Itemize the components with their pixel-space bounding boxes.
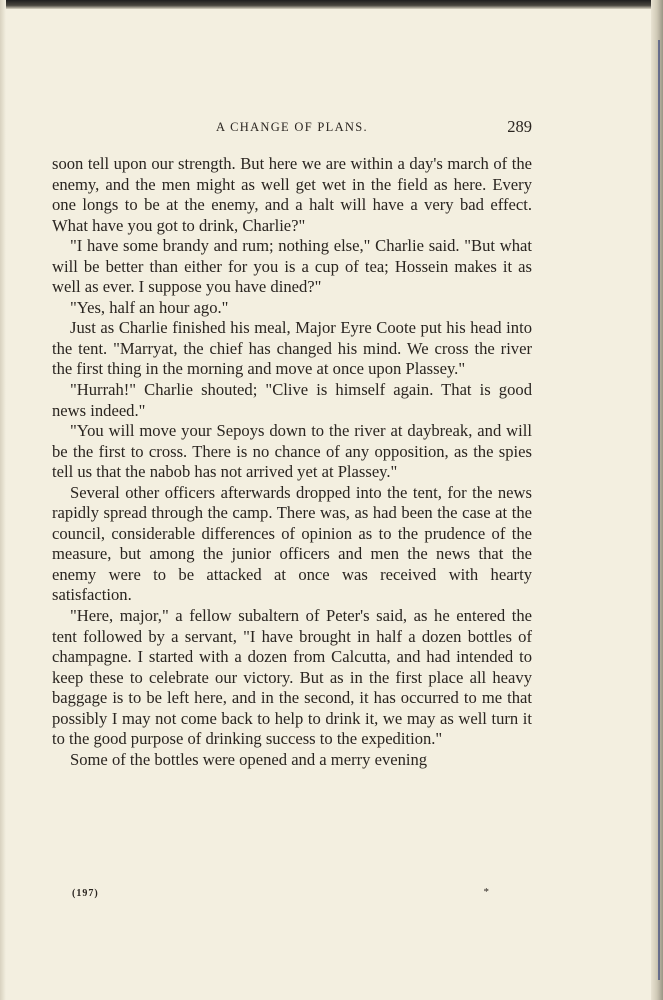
- paragraph: soon tell upon our strength. But here we are within a day's march of the enemy, and the men might as well get wet in the field as here. Every one longs to be at the enemy, and a halt will have a very bad effect. What have you got to drink, Charlie?": [52, 154, 532, 235]
- page-number: 289: [507, 117, 532, 136]
- running-title: A CHANGE OF PLANS.: [216, 120, 368, 134]
- page-left-shade: [0, 0, 6, 1000]
- page-top-edge: [0, 0, 663, 9]
- paragraph: "You will move your Sepoys down to the river at daybreak, and will be the first to cross. There is no chance of any opposition, as the spies tell us that the nabob has not arrived yet at Plassey.": [52, 421, 532, 482]
- page-header: [52, 117, 532, 139]
- paragraph: "I have some brandy and rum; nothing else," Charlie said. "But what will be better than either for you is a cup of tea; Hossein makes it as well as ever. I suppose you have dined?": [52, 236, 532, 297]
- paragraph: "Yes, half an hour ago.": [70, 297, 229, 317]
- paragraph: "Hurrah!" Charlie shouted; "Clive is himself again. That is good news indeed.": [52, 380, 532, 420]
- body-text: [52, 154, 532, 770]
- paragraph: "Here, major," a fellow subaltern of Peter's said, as he entered the tent followed by a servant, "I have brought in half a dozen bottles of champagne. I started with a dozen from Calcutta, and had intended to keep these to celebrate our victory. But as in the first place all heavy baggage is to be left here, and in the second, it has occurred to me that possibly I may not come back to help to drink it, we may as well turn it to the good purpose of drinking success to the expedition.": [52, 606, 532, 749]
- paragraph: Some of the bottles were opened and a merry evening: [70, 749, 428, 769]
- page-footer: [52, 888, 532, 906]
- paragraph: Just as Charlie finished his meal, Major Eyre Coote put his head into the tent. "Marryat, the chief has changed his mind. We cross the river the first thing in the morning and move at once upon Plassey.": [52, 318, 532, 379]
- page-right-edge: [651, 0, 663, 1000]
- signature-mark: (197): [72, 888, 99, 899]
- binding-strip: [658, 40, 660, 980]
- paragraph: Several other officers afterwards dropped into the tent, for the news rapidly spread through the camp. There was, as had been the case at the council, considerable differences of opinion as to the prudence of the measure, but among the junior officers and men the news that the enemy were to be attacked at once was received with hearty satisfaction.: [52, 482, 532, 605]
- printer-mark: *: [483, 886, 489, 898]
